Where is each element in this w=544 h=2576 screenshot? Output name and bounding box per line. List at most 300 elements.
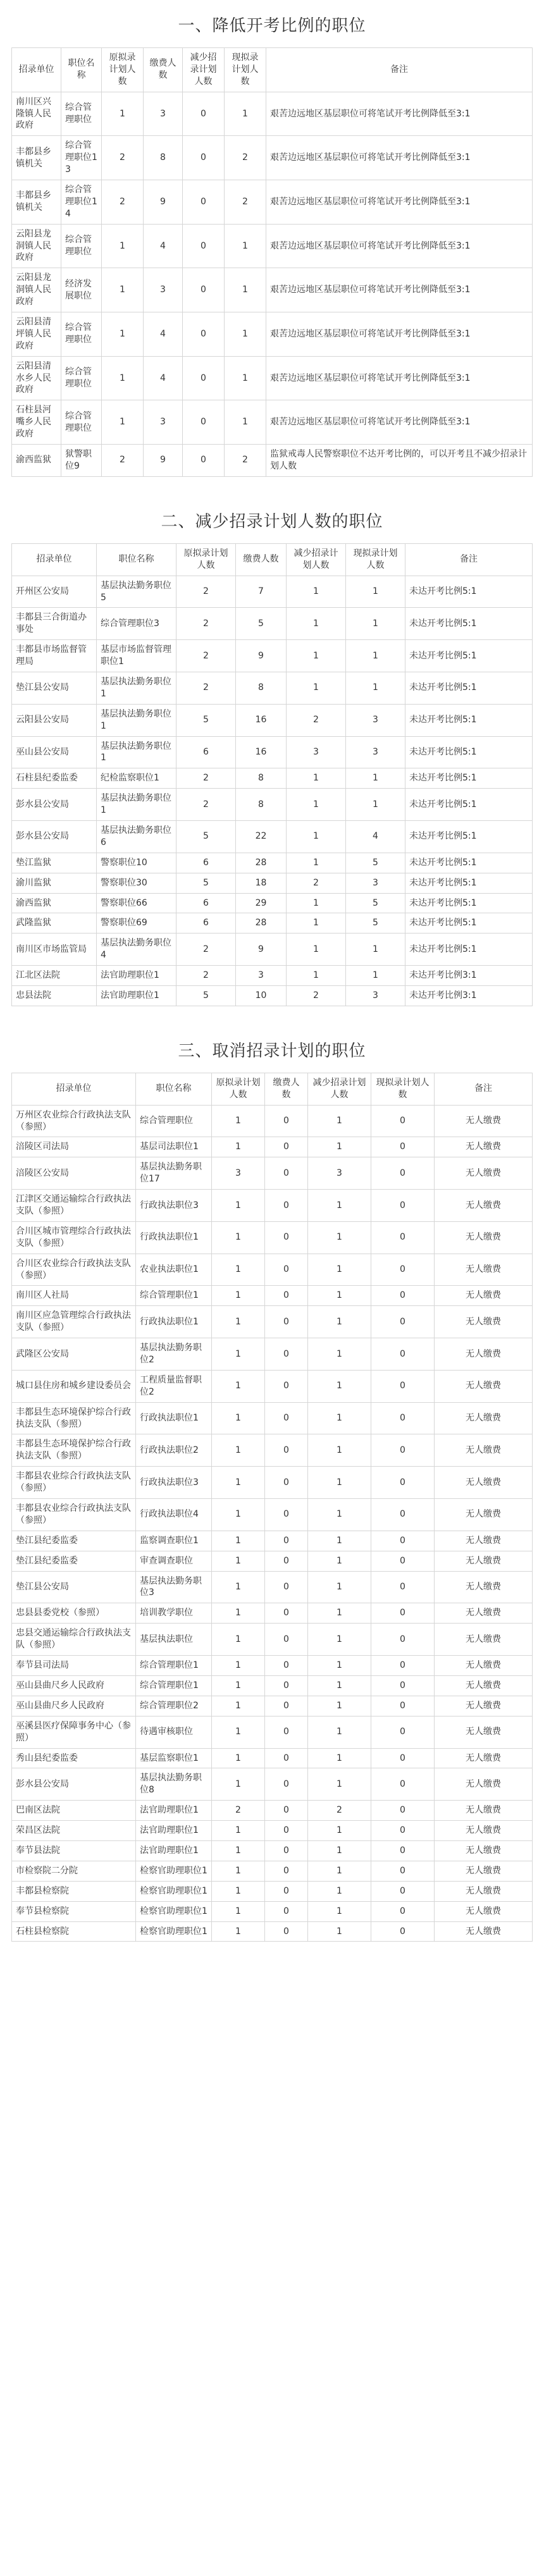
cell-position: 待遇审核职位 xyxy=(136,1716,212,1748)
cell-paid: 0 xyxy=(265,1254,308,1286)
cell-remark: 艰苦边远地区基层职位可将笔试开考比例降低至3:1 xyxy=(266,268,533,312)
cell-paid: 18 xyxy=(236,873,287,893)
cell-current: 0 xyxy=(371,1434,435,1467)
cell-current: 3 xyxy=(346,736,405,768)
cell-current: 0 xyxy=(371,1402,435,1434)
cell-reduced: 1 xyxy=(308,1656,371,1676)
cell-current: 0 xyxy=(371,1840,435,1861)
cell-position: 法官助理职位1 xyxy=(97,985,176,1006)
cell-reduced: 1 xyxy=(308,1901,371,1921)
cell-reduced: 1 xyxy=(308,1254,371,1286)
header-reduced: 减少招录计划人数 xyxy=(308,1073,371,1105)
table-row xyxy=(12,400,533,445)
table-row xyxy=(12,736,533,768)
cell-unit: 渝西监狱 xyxy=(12,893,97,913)
cell-reduced: 1 xyxy=(287,672,346,704)
cell-reduced: 3 xyxy=(308,1157,371,1190)
cell-reduced: 0 xyxy=(183,92,225,136)
table-row xyxy=(12,1254,533,1286)
table-row xyxy=(12,1768,533,1801)
cell-remark: 无人缴费 xyxy=(435,1861,533,1881)
cell-remark: 无人缴费 xyxy=(435,1499,533,1531)
cell-current: 4 xyxy=(346,820,405,853)
cell-reduced: 1 xyxy=(308,1696,371,1716)
cell-current: 0 xyxy=(371,1551,435,1571)
cell-position: 审查调查职位 xyxy=(136,1551,212,1571)
cell-reduced: 0 xyxy=(183,268,225,312)
section2-header-row xyxy=(12,543,533,576)
section3-body xyxy=(12,1105,533,1942)
cell-current: 1 xyxy=(346,576,405,608)
cell-reduced: 1 xyxy=(308,1531,371,1551)
cell-remark: 无人缴费 xyxy=(435,1370,533,1402)
cell-paid: 3 xyxy=(144,92,183,136)
cell-reduced: 1 xyxy=(308,1306,371,1338)
cell-current: 5 xyxy=(346,893,405,913)
table-row xyxy=(12,1571,533,1603)
cell-unit: 奉节县法院 xyxy=(12,1840,136,1861)
table-row xyxy=(12,1696,533,1716)
table-row xyxy=(12,893,533,913)
table-row xyxy=(12,1531,533,1551)
cell-current: 0 xyxy=(371,1675,435,1696)
cell-paid: 8 xyxy=(144,136,183,180)
cell-original: 1 xyxy=(212,1840,265,1861)
cell-current: 1 xyxy=(225,268,266,312)
cell-remark: 未达开考比例5:1 xyxy=(405,640,533,672)
cell-unit: 彭水县公安局 xyxy=(12,789,97,821)
table-row xyxy=(12,1338,533,1371)
cell-reduced: 1 xyxy=(308,1881,371,1901)
cell-remark: 无人缴费 xyxy=(435,1434,533,1467)
cell-position: 行政执法职位1 xyxy=(136,1221,212,1254)
cell-original: 1 xyxy=(212,1675,265,1696)
table-row xyxy=(12,640,533,672)
cell-unit: 万州区农业综合行政执法支队（参照） xyxy=(12,1105,136,1137)
cell-position: 基层执法勤务职位3 xyxy=(136,1571,212,1603)
cell-current: 0 xyxy=(371,1901,435,1921)
cell-unit: 丰都县乡镇机关 xyxy=(12,180,61,225)
cell-position: 基层执法勤务职位6 xyxy=(97,820,176,853)
cell-original: 1 xyxy=(212,1901,265,1921)
cell-original: 1 xyxy=(212,1716,265,1748)
cell-paid: 0 xyxy=(265,1881,308,1901)
cell-paid: 0 xyxy=(265,1338,308,1371)
cell-paid: 9 xyxy=(236,934,287,966)
header-position: 职位名称 xyxy=(61,48,102,92)
cell-original: 2 xyxy=(176,934,236,966)
cell-original: 1 xyxy=(102,92,144,136)
cell-reduced: 1 xyxy=(287,576,346,608)
cell-position: 综合管理职位 xyxy=(61,400,102,445)
cell-reduced: 1 xyxy=(287,608,346,640)
cell-unit: 忠县法院 xyxy=(12,985,97,1006)
cell-unit: 垫江县纪委监委 xyxy=(12,1551,136,1571)
cell-current: 1 xyxy=(346,640,405,672)
cell-unit: 奉节县检察院 xyxy=(12,1901,136,1921)
header-reduced: 减少招录计划人数 xyxy=(287,543,346,576)
cell-paid: 0 xyxy=(265,1716,308,1748)
cell-paid: 4 xyxy=(144,224,183,268)
cell-position: 警察职位10 xyxy=(97,853,176,873)
cell-current: 1 xyxy=(225,400,266,445)
cell-remark: 未达开考比例3:1 xyxy=(405,966,533,986)
cell-original: 1 xyxy=(102,268,144,312)
cell-position: 综合管理职位3 xyxy=(97,608,176,640)
table-row xyxy=(12,312,533,357)
cell-original: 1 xyxy=(212,1571,265,1603)
cell-unit: 巴南区法院 xyxy=(12,1801,136,1821)
cell-current: 1 xyxy=(225,92,266,136)
cell-original: 1 xyxy=(212,1286,265,1306)
table-row xyxy=(12,1370,533,1402)
cell-position: 法官助理职位1 xyxy=(136,1801,212,1821)
cell-paid: 28 xyxy=(236,853,287,873)
cell-unit: 丰都县生态环境保护综合行政执法支队（参照） xyxy=(12,1434,136,1467)
cell-position: 法官助理职位1 xyxy=(97,966,176,986)
cell-original: 1 xyxy=(212,1861,265,1881)
cell-reduced: 1 xyxy=(308,1105,371,1137)
cell-position: 纪检监察职位1 xyxy=(97,768,176,789)
cell-unit: 云阳县公安局 xyxy=(12,704,97,736)
cell-position: 综合管理职位13 xyxy=(61,136,102,180)
cell-remark: 无人缴费 xyxy=(435,1675,533,1696)
cell-unit: 丰都县农业综合行政执法支队（参照） xyxy=(12,1467,136,1499)
cell-remark: 艰苦边远地区基层职位可将笔试开考比例降低至3:1 xyxy=(266,400,533,445)
table-row xyxy=(12,1861,533,1881)
cell-paid: 8 xyxy=(236,672,287,704)
cell-reduced: 3 xyxy=(287,736,346,768)
table-row xyxy=(12,224,533,268)
table-row xyxy=(12,913,533,934)
cell-reduced: 1 xyxy=(287,966,346,986)
header-unit: 招录单位 xyxy=(12,1073,136,1105)
cell-position: 行政执法职位4 xyxy=(136,1499,212,1531)
cell-unit: 渝川监狱 xyxy=(12,873,97,893)
table-row xyxy=(12,1840,533,1861)
cell-position: 警察职位66 xyxy=(97,893,176,913)
cell-unit: 涪陵区公安局 xyxy=(12,1157,136,1190)
cell-remark: 无人缴费 xyxy=(435,1467,533,1499)
cell-unit: 石柱县检察院 xyxy=(12,1921,136,1942)
table-row xyxy=(12,1137,533,1157)
table-row xyxy=(12,768,533,789)
cell-unit: 垫江县公安局 xyxy=(12,1571,136,1603)
cell-reduced: 1 xyxy=(308,1921,371,1942)
header-paid: 缴费人数 xyxy=(144,48,183,92)
cell-position: 综合管理职位1 xyxy=(136,1675,212,1696)
page xyxy=(0,13,544,1961)
section3-table xyxy=(11,1073,533,1942)
cell-paid: 0 xyxy=(265,1137,308,1157)
cell-position: 行政执法职位2 xyxy=(136,1434,212,1467)
cell-original: 1 xyxy=(212,1603,265,1624)
cell-remark: 未达开考比例5:1 xyxy=(405,608,533,640)
cell-remark: 未达开考比例5:1 xyxy=(405,672,533,704)
cell-unit: 云阳县清坪镇人民政府 xyxy=(12,312,61,357)
table-row xyxy=(12,445,533,477)
cell-reduced: 1 xyxy=(308,1499,371,1531)
cell-reduced: 1 xyxy=(308,1675,371,1696)
cell-paid: 0 xyxy=(265,1286,308,1306)
cell-paid: 3 xyxy=(144,268,183,312)
cell-remark: 无人缴费 xyxy=(435,1840,533,1861)
header-paid: 缴费人数 xyxy=(265,1073,308,1105)
cell-unit: 丰都县市场监督管理局 xyxy=(12,640,97,672)
cell-paid: 0 xyxy=(265,1624,308,1656)
cell-paid: 0 xyxy=(265,1370,308,1402)
cell-reduced: 1 xyxy=(287,934,346,966)
cell-paid: 0 xyxy=(265,1840,308,1861)
cell-unit: 奉节县司法局 xyxy=(12,1656,136,1676)
cell-position: 法官助理职位1 xyxy=(136,1840,212,1861)
cell-position: 综合管理职位 xyxy=(61,224,102,268)
cell-reduced: 1 xyxy=(287,820,346,853)
cell-position: 经济发展职位 xyxy=(61,268,102,312)
cell-paid: 0 xyxy=(265,1603,308,1624)
cell-paid: 0 xyxy=(265,1221,308,1254)
cell-position: 基层执法勤务职位1 xyxy=(97,736,176,768)
table-row xyxy=(12,180,533,225)
cell-position: 基层监察职位1 xyxy=(136,1748,212,1768)
cell-unit: 云阳县清水乡人民政府 xyxy=(12,356,61,400)
cell-remark: 艰苦边远地区基层职位可将笔试开考比例降低至3:1 xyxy=(266,312,533,357)
cell-position: 综合管理职位 xyxy=(61,312,102,357)
cell-paid: 9 xyxy=(144,180,183,225)
table-row xyxy=(12,934,533,966)
cell-reduced: 1 xyxy=(308,1434,371,1467)
table-row xyxy=(12,1190,533,1222)
cell-reduced: 1 xyxy=(287,768,346,789)
cell-original: 1 xyxy=(102,224,144,268)
cell-position: 监察调查职位1 xyxy=(136,1531,212,1551)
cell-unit: 垫江县公安局 xyxy=(12,672,97,704)
cell-remark: 未达开考比例5:1 xyxy=(405,704,533,736)
cell-original: 1 xyxy=(212,1881,265,1901)
cell-original: 1 xyxy=(212,1137,265,1157)
cell-paid: 0 xyxy=(265,1921,308,1942)
cell-paid: 0 xyxy=(265,1402,308,1434)
table-row xyxy=(12,1603,533,1624)
cell-paid: 0 xyxy=(265,1696,308,1716)
cell-remark: 无人缴费 xyxy=(435,1881,533,1901)
cell-position: 综合管理职位 xyxy=(61,92,102,136)
cell-position: 基层市场监督管理职位1 xyxy=(97,640,176,672)
cell-paid: 0 xyxy=(265,1861,308,1881)
cell-paid: 0 xyxy=(265,1105,308,1137)
section1-body xyxy=(12,92,533,476)
cell-paid: 3 xyxy=(236,966,287,986)
cell-original: 1 xyxy=(212,1221,265,1254)
cell-remark: 无人缴费 xyxy=(435,1656,533,1676)
table-row xyxy=(12,1716,533,1748)
cell-original: 1 xyxy=(102,400,144,445)
cell-unit: 石柱县河嘴乡人民政府 xyxy=(12,400,61,445)
cell-current: 2 xyxy=(225,180,266,225)
cell-paid: 4 xyxy=(144,356,183,400)
section1-title: 一、降低开考比例的职位 xyxy=(178,16,366,35)
cell-reduced: 1 xyxy=(308,1603,371,1624)
cell-position: 行政执法职位1 xyxy=(136,1402,212,1434)
table-row xyxy=(12,268,533,312)
cell-original: 1 xyxy=(212,1768,265,1801)
cell-original: 1 xyxy=(212,1105,265,1137)
cell-current: 1 xyxy=(346,966,405,986)
cell-paid: 0 xyxy=(265,1499,308,1531)
cell-position: 检察官助理职位1 xyxy=(136,1921,212,1942)
cell-paid: 0 xyxy=(265,1768,308,1801)
cell-paid: 9 xyxy=(144,445,183,477)
cell-remark: 未达开考比例5:1 xyxy=(405,789,533,821)
cell-paid: 0 xyxy=(265,1434,308,1467)
cell-reduced: 0 xyxy=(183,356,225,400)
cell-reduced: 1 xyxy=(287,853,346,873)
table-row xyxy=(12,1801,533,1821)
header-unit: 招录单位 xyxy=(12,48,61,92)
cell-position: 工程质量监督职位2 xyxy=(136,1370,212,1402)
cell-reduced: 1 xyxy=(308,1137,371,1157)
cell-reduced: 0 xyxy=(183,136,225,180)
table-row xyxy=(12,704,533,736)
cell-unit: 垫江县纪委监委 xyxy=(12,1531,136,1551)
cell-unit: 彭水县公安局 xyxy=(12,1768,136,1801)
cell-position: 行政执法职位3 xyxy=(136,1467,212,1499)
table-row xyxy=(12,985,533,1006)
cell-position: 基层执法勤务职位1 xyxy=(97,672,176,704)
cell-remark: 无人缴费 xyxy=(435,1921,533,1942)
cell-current: 0 xyxy=(371,1286,435,1306)
cell-original: 5 xyxy=(176,820,236,853)
header-reduced: 减少招录计划人数 xyxy=(183,48,225,92)
cell-reduced: 1 xyxy=(308,1338,371,1371)
cell-remark: 无人缴费 xyxy=(435,1821,533,1841)
header-remark: 备注 xyxy=(266,48,533,92)
header-remark: 备注 xyxy=(405,543,533,576)
cell-unit: 秀山县纪委监委 xyxy=(12,1748,136,1768)
cell-remark: 未达开考比例5:1 xyxy=(405,576,533,608)
cell-reduced: 1 xyxy=(308,1571,371,1603)
cell-remark: 无人缴费 xyxy=(435,1603,533,1624)
cell-original: 1 xyxy=(212,1821,265,1841)
cell-unit: 丰都县生态环境保护综合行政执法支队（参照） xyxy=(12,1402,136,1434)
table-row xyxy=(12,1306,533,1338)
cell-paid: 16 xyxy=(236,704,287,736)
table-row xyxy=(12,608,533,640)
table-row xyxy=(12,1821,533,1841)
cell-reduced: 0 xyxy=(183,224,225,268)
cell-unit: 巫山县曲尺乡人民政府 xyxy=(12,1696,136,1716)
cell-current: 0 xyxy=(371,1137,435,1157)
cell-current: 5 xyxy=(346,853,405,873)
cell-unit: 巫山县曲尺乡人民政府 xyxy=(12,1675,136,1696)
cell-remark: 未达开考比例5:1 xyxy=(405,913,533,934)
cell-paid: 0 xyxy=(265,1157,308,1190)
cell-reduced: 1 xyxy=(308,1286,371,1306)
cell-reduced: 2 xyxy=(287,873,346,893)
cell-unit: 南川区市场监管局 xyxy=(12,934,97,966)
cell-original: 1 xyxy=(212,1748,265,1768)
cell-unit: 彭水县公安局 xyxy=(12,820,97,853)
cell-unit: 忠县交通运输综合行政执法支队（参照） xyxy=(12,1624,136,1656)
cell-reduced: 1 xyxy=(308,1221,371,1254)
cell-remark: 未达开考比例5:1 xyxy=(405,934,533,966)
table-row xyxy=(12,873,533,893)
table-row xyxy=(12,1402,533,1434)
header-current: 现拟录计划人数 xyxy=(225,48,266,92)
cell-unit: 南川区兴隆镇人民政府 xyxy=(12,92,61,136)
cell-current: 0 xyxy=(371,1801,435,1821)
cell-unit: 合川区农业综合行政执法支队（参照） xyxy=(12,1254,136,1286)
cell-current: 1 xyxy=(346,768,405,789)
cell-original: 2 xyxy=(176,768,236,789)
cell-unit: 江北区法院 xyxy=(12,966,97,986)
cell-paid: 0 xyxy=(265,1656,308,1676)
cell-remark: 无人缴费 xyxy=(435,1696,533,1716)
header-original: 原拟录计划人数 xyxy=(176,543,236,576)
table-row xyxy=(12,1675,533,1696)
cell-reduced: 1 xyxy=(308,1821,371,1841)
table-row xyxy=(12,1748,533,1768)
cell-paid: 0 xyxy=(265,1551,308,1571)
cell-remark: 无人缴费 xyxy=(435,1901,533,1921)
cell-current: 0 xyxy=(371,1821,435,1841)
cell-unit: 丰都县三合街道办事处 xyxy=(12,608,97,640)
cell-original: 1 xyxy=(212,1306,265,1338)
cell-position: 检察官助理职位1 xyxy=(136,1881,212,1901)
cell-original: 2 xyxy=(102,180,144,225)
cell-original: 1 xyxy=(212,1499,265,1531)
cell-reduced: 1 xyxy=(287,789,346,821)
section2-body xyxy=(12,576,533,1006)
cell-unit: 忠县县委党校（参照） xyxy=(12,1603,136,1624)
cell-position: 综合管理职位1 xyxy=(136,1656,212,1676)
cell-current: 1 xyxy=(346,608,405,640)
cell-current: 0 xyxy=(371,1861,435,1881)
cell-position: 综合管理职位 xyxy=(136,1105,212,1137)
cell-current: 0 xyxy=(371,1499,435,1531)
cell-remark: 无人缴费 xyxy=(435,1624,533,1656)
cell-reduced: 1 xyxy=(308,1748,371,1768)
cell-reduced: 1 xyxy=(308,1840,371,1861)
cell-remark: 未达开考比例5:1 xyxy=(405,873,533,893)
table-row xyxy=(12,1624,533,1656)
cell-paid: 0 xyxy=(265,1571,308,1603)
cell-reduced: 1 xyxy=(308,1861,371,1881)
cell-position: 培训教学职位 xyxy=(136,1603,212,1624)
cell-remark: 无人缴费 xyxy=(435,1531,533,1551)
cell-unit: 江津区交通运输综合行政执法支队（参照） xyxy=(12,1190,136,1222)
cell-position: 基层执法勤务职位2 xyxy=(136,1338,212,1371)
cell-original: 2 xyxy=(102,136,144,180)
table-row xyxy=(12,789,533,821)
cell-position: 综合管理职位14 xyxy=(61,180,102,225)
cell-unit: 丰都县农业综合行政执法支队（参照） xyxy=(12,1499,136,1531)
cell-paid: 5 xyxy=(236,608,287,640)
cell-original: 6 xyxy=(176,893,236,913)
cell-original: 6 xyxy=(176,736,236,768)
table-row xyxy=(12,853,533,873)
cell-current: 0 xyxy=(371,1254,435,1286)
cell-paid: 0 xyxy=(265,1675,308,1696)
cell-unit: 石柱县纪委监委 xyxy=(12,768,97,789)
table-row xyxy=(12,1901,533,1921)
cell-original: 2 xyxy=(176,789,236,821)
cell-reduced: 1 xyxy=(287,913,346,934)
cell-paid: 7 xyxy=(236,576,287,608)
cell-reduced: 1 xyxy=(287,893,346,913)
cell-current: 0 xyxy=(371,1306,435,1338)
cell-paid: 0 xyxy=(265,1901,308,1921)
